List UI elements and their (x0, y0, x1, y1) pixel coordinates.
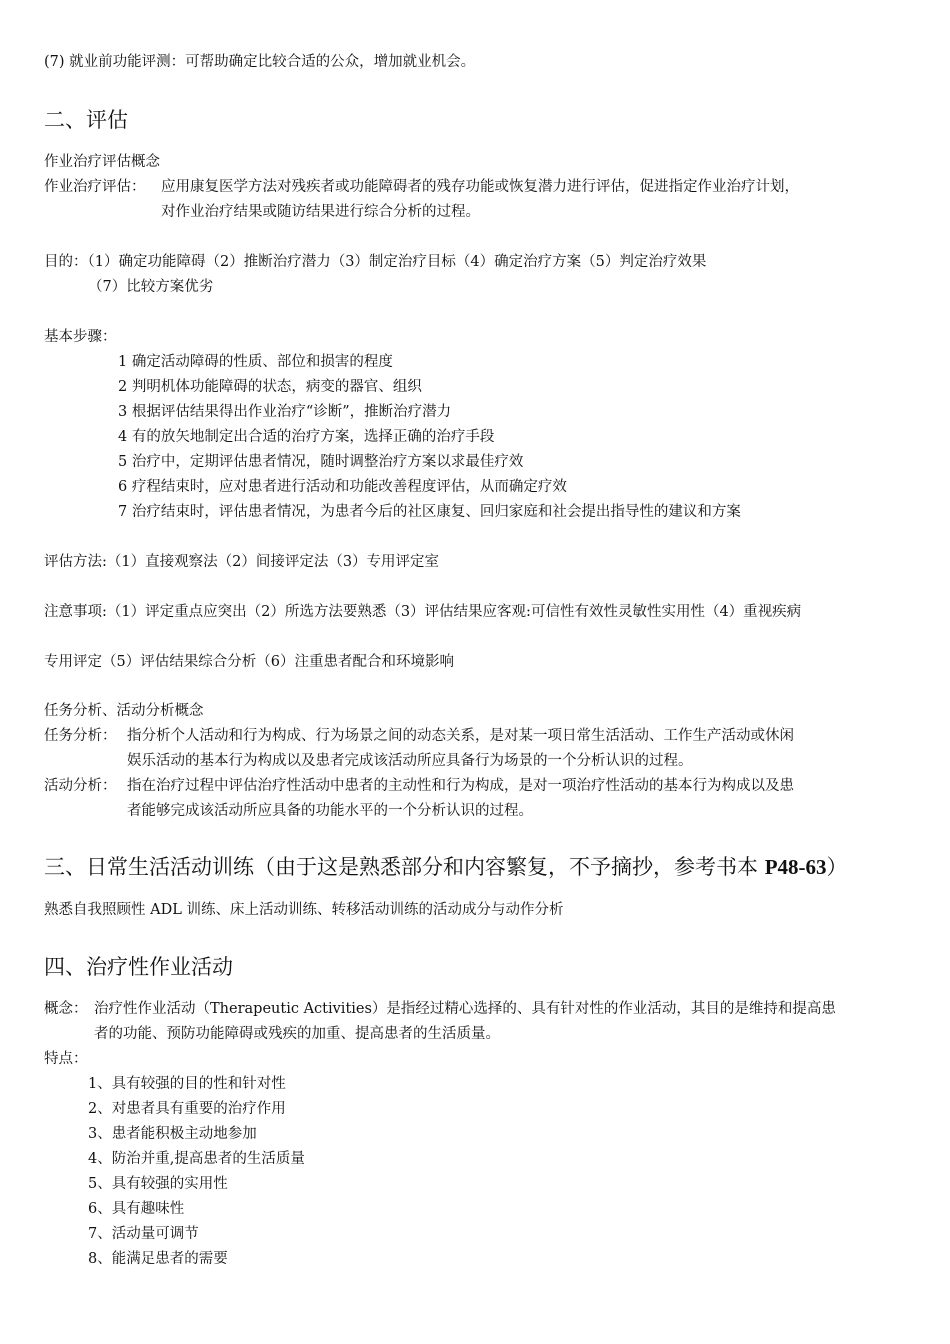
definition-line-1: 应用康复医学方法对残疾者或功能障碍者的残存功能或恢复潜力进行评估，促进指定作业治疗计划， (161, 179, 799, 195)
definition-term: 作业治疗评估： (44, 179, 146, 195)
section-3-body: 熟悉自我照顾性 ADL 训练、床上活动训练、转移活动训练的活动成分与动作分析 (44, 902, 564, 918)
activity-line-1: 指在治疗过程中评估治疗性活动中患者的主动性和行为构成，是对一项治疗性活动的基本行为构成以及患 (127, 778, 794, 794)
section-3-page-ref: P48-63 (764, 855, 827, 879)
feature-item: 7、活动量可调节 (88, 1226, 199, 1242)
step-item: 6 疗程结束时，应对患者进行活动和功能改善程度评估，从而确定疗效 (118, 479, 567, 495)
concept-line-2: 者的功能、预防功能障碍或残疾的加重、提高患者的生活质量。 (94, 1026, 500, 1042)
purpose-line-2: （7）比较方案优劣 (88, 279, 214, 295)
definition-line-2: 对作业治疗结果或随访结果进行综合分析的过程。 (161, 204, 480, 220)
step-item: 5 治疗中，定期评估患者情况，随时调整治疗方案以求最佳疗效 (118, 454, 524, 470)
notes-line-1: 注意事项:（1）评定重点应突出（2）所选方法要熟悉（3）评估结果应客观:可信性有效性灵敏性实用性（4）重视疾病 (44, 604, 802, 620)
step-item: 4 有的放矢地制定出合适的治疗方案，选择正确的治疗手段 (118, 429, 495, 445)
section-2-title: 二、评估 (44, 108, 128, 132)
section-4-title: 四、治疗性作业活动 (44, 955, 233, 979)
steps-heading: 基本步骤： (44, 329, 117, 345)
task-heading: 任务分析、活动分析概念 (44, 703, 204, 719)
feature-item: 3、患者能积极主动地参加 (88, 1126, 257, 1142)
feature-item: 4、防治并重,提高患者的生活质量 (88, 1151, 305, 1167)
concept-term: 概念： (44, 1001, 88, 1017)
section-3-title-end: ） (826, 855, 848, 879)
step-item: 7 治疗结束时，评估患者情况，为患者今后的社区康复、回归家庭和社会提出指导性的建议和方案 (118, 504, 741, 520)
task-term: 任务分析： (44, 728, 117, 744)
features-heading: 特点： (44, 1051, 88, 1067)
concept-heading: 作业治疗评估概念 (44, 154, 160, 170)
notes-line-2: 专用评定（5）评估结果综合分析（6）注重患者配合和环境影响 (44, 654, 454, 670)
feature-item: 6、具有趣味性 (88, 1201, 185, 1217)
step-item: 1 确定活动障碍的性质、部位和损害的程度 (118, 354, 393, 370)
activity-line-2: 者能够完成该活动所应具备的功能水平的一个分析认识的过程。 (127, 803, 533, 819)
step-item: 3 根据评估结果得出作业治疗“诊断”，推断治疗潜力 (118, 404, 452, 420)
feature-item: 5、具有较强的实用性 (88, 1176, 228, 1192)
task-line-2: 娱乐活动的基本行为构成以及患者完成该活动所应具备行为场景的一个分析认识的过程。 (127, 753, 693, 769)
activity-term: 活动分析： (44, 778, 117, 794)
methods-line: 评估方法:（1）直接观察法（2）间接评定法（3）专用评定室 (44, 554, 440, 570)
section-3-title-text: 三、日常生活活动训练（由于这是熟悉部分和内容繁复，不予摘抄，参考书本 (44, 855, 765, 879)
feature-item: 1、具有较强的目的性和针对性 (88, 1076, 286, 1092)
task-line-1: 指分析个人活动和行为构成、行为场景之间的动态关系，是对某一项日常生活活动、工作生产活动或休闲 (127, 728, 794, 744)
concept-line-1: 治疗性作业活动（Therapeutic Activities）是指经过精心选择的、具有针对性的作业活动，其目的是维持和提高患 (94, 1001, 836, 1017)
section-3-title (44, 853, 848, 881)
feature-item: 2、对患者具有重要的治疗作用 (88, 1101, 286, 1117)
purpose-line-1: 目的：（1）确定功能障碍（2）推断治疗潜力（3）制定治疗目标（4）确定治疗方案（5）判定治疗效果 (44, 254, 707, 270)
intro-line: (7) 就业前功能评测：可帮助确定比较合适的公众，增加就业机会。 (44, 54, 476, 70)
step-item: 2 判明机体功能障碍的状态，病变的器官、组织 (118, 379, 422, 395)
feature-item: 8、能满足患者的需要 (88, 1251, 228, 1267)
